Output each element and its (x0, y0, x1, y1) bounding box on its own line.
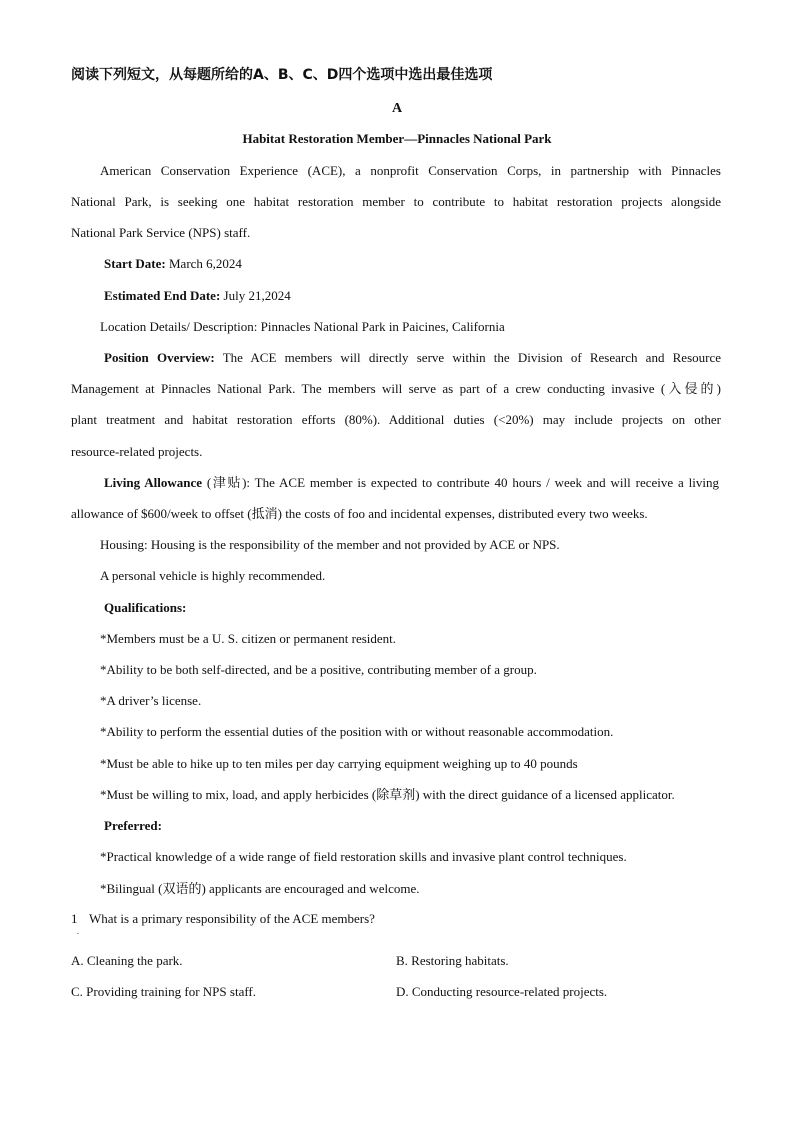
start-date-label: Start Date: (104, 256, 166, 271)
option-d[interactable]: D. Conducting resource-related projects. (396, 984, 608, 999)
living-allowance-line-1 (104, 475, 719, 491)
qualification-item: *Ability to perform the essential duties of the position with or without reasonable accommodation. (100, 724, 614, 739)
intro-line-3: National Park Service (NPS) staff. (71, 225, 251, 240)
qualification-item: *A driver’s license. (100, 693, 202, 708)
qualifications-label: Qualifications: (104, 600, 187, 615)
option-a[interactable]: A. Cleaning the park. (71, 953, 183, 968)
preferred-label: Preferred: (104, 818, 162, 833)
position-overview-line-3: plant treatment and habitat restoration efforts (80%). Additional duties (<20%) may include projects on other (71, 412, 721, 427)
end-date (104, 288, 291, 304)
passage-title: Habitat Restoration Member—Pinnacles National Park (242, 131, 552, 146)
position-overview-label: Position Overview: (104, 350, 215, 365)
living-allowance-line-2: allowance of $600/week to offset (抵消) the costs of foo and incidental expenses, distributed every two weeks. (71, 506, 648, 521)
intro-line-2: National Park, is seeking one habitat restoration member to contribute to habitat restoration projects alongside (71, 194, 721, 209)
qualification-item: *Must be able to hike up to ten miles per day carrying equipment weighing up to 40 pounds (100, 756, 578, 771)
start-date-value: March 6,2024 (165, 256, 242, 271)
position-overview-line-4: resource-related projects. (71, 444, 203, 459)
option-c[interactable]: C. Providing training for NPS staff. (71, 984, 257, 999)
start-date (104, 256, 242, 272)
intro-line-1: American Conservation Experience (ACE), a nonprofit Conservation Corps, in partnership with Pinnacles (100, 163, 721, 178)
position-overview-text: The ACE members will directly serve within the Division of Research and Resource (222, 350, 722, 365)
question-number-dot: . (77, 927, 79, 936)
qualification-item: *Must be willing to mix, load, and apply herbicides (除草剂) with the direct guidance of a licensed applicator. (100, 787, 675, 802)
qualification-item: *Members must be a U. S. citizen or permanent resident. (100, 631, 397, 646)
position-overview-line-2: Management at Pinnacles National Park. The members will serve as part of a crew conducting invasive (入侵的) (71, 381, 721, 396)
position-overview-line-1 (104, 350, 721, 366)
qualification-item: *Ability to be both self-directed, and be a positive, contributing member of a group. (100, 662, 537, 677)
housing: Housing: Housing is the responsibility of the member and not provided by ACE or NPS. (100, 537, 560, 552)
question-number: 1 (71, 911, 78, 926)
preferred-item: *Bilingual (双语的) applicants are encouraged and welcome. (100, 881, 420, 896)
question-text: What is a primary responsibility of the ACE members? (89, 911, 375, 926)
vehicle-note: A personal vehicle is highly recommended. (100, 568, 326, 583)
instruction-heading: 阅读下列短文，从每题所给的A、B、C、D四个选项中选出最佳选项 (71, 67, 493, 83)
living-allowance-label: Living Allowance (104, 475, 203, 490)
preferred-item: *Practical knowledge of a wide range of field restoration skills and invasive plant control techniques. (100, 849, 627, 864)
location-details: Location Details/ Description: Pinnacles National Park in Paicines, California (100, 319, 505, 334)
end-date-label: Estimated End Date: (104, 288, 221, 303)
section-label: A (391, 101, 403, 116)
living-allowance-text: (津贴): The ACE member is expected to contribute 40 hours / week and will receive a living (206, 475, 719, 490)
end-date-value: July 21,2024 (220, 288, 291, 303)
option-b[interactable]: B. Restoring habitats. (396, 953, 509, 968)
